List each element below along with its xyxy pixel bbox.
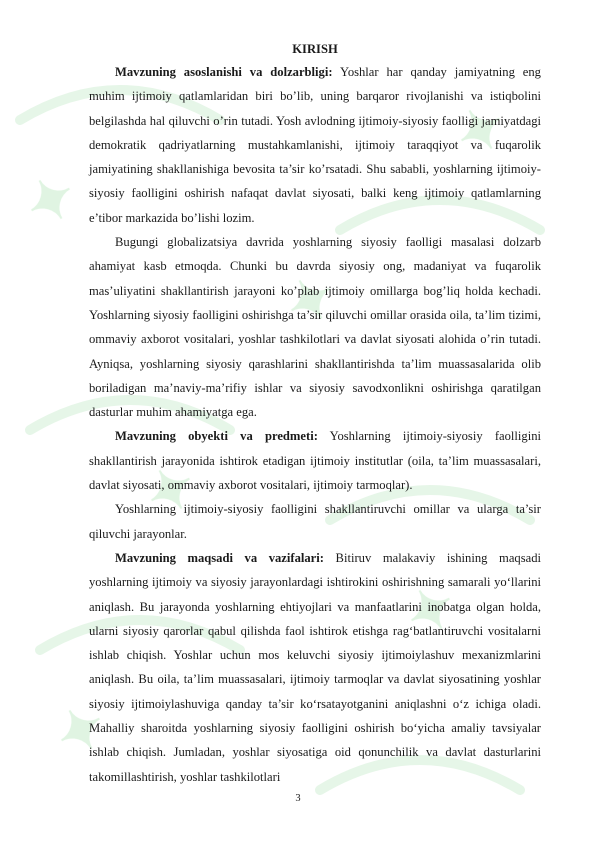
svg-text:✦: ✦	[274, 260, 349, 342]
paragraph-goals-tasks	[89, 546, 541, 789]
paragraph-lead: Mavzuning obyekti va predmeti:	[115, 429, 318, 444]
svg-text:✦: ✦	[444, 90, 519, 172]
paragraph-text: Bitiruv malakaviy ishining maqsadi yoshlarning ijtimoiy va siyosiy jarayonlardagi ishtirokini oshirishning samarali yo‘llarini aniqlash. Bu jarayonda yoshlarning ehtiyojlari va manfaatlarini inobatga olgan holda, ularni siyosiy qarorlar qabul qilishda faol ishtirok etishga rag‘batlantiruvchi vositalarni ishlab chiqish. Yoshlar uchun mos keluvchi siyosiy ijtimoiylashuv mexanizmlarini aniqlash. Bu oila, ta’lim muassasalari, ijtimoiy tarmoqlar va davlat siyosatining yoshlar siyosiy ijtimoiylashuviga qanday ta’sir ko‘rsatayotganini aniqlashni o‘z ichiga oladi. Mahalliy sharoitda yoshlarning siyosiy faolligini oshirish bo‘yicha amaliy tavsiyalar ishlab chiqish. Jumladan, yoshlar siyosatiga oid qonunchilik va davlat dasturlarini takomillashtirish, yoshlar tashkilotlari	[89, 550, 541, 784]
paragraph-text: Yoshlarning ijtimoiy-siyosiy faolligini shakllantirish jarayonida ishtirok etadigan ijtimoiy institutlar (oila, ta’lim muassasalari, davlat siyosati, ommaviy axborot vositalari, ijtimoiy tarmoqlar).	[89, 429, 541, 493]
paragraph-factors	[89, 497, 541, 546]
paragraph-globalization	[89, 230, 541, 424]
svg-text:✦: ✦	[134, 450, 209, 532]
page-number: 3	[295, 793, 301, 804]
document-body	[89, 38, 541, 789]
paragraph-relevance	[89, 60, 541, 230]
svg-text:✦: ✦	[44, 690, 119, 772]
paragraph-text: Bugungi globalizatsiya davrida yoshlarning siyosiy faolligi masalasi dolzarb ahamiyat kasb etmoqda. Chunki bu davrda siyosiy ong, madaniyat va fuqarolik mas’uliyatini shakllantirish jarayoni ko’plab ijtimoiy omillarga bog’liq holda kechadi. Yoshlarning siyosiy faolligini oshirishga ta’sir qiluvchi omillar orasida oila, ta’lim tizimi, ommaviy axborot vositalari, yoshlar tashkilotlari va davlat siyosati alohida o’rin tutadi. Ayniqsa, yoshlarning siyosiy qarashlarini shakllantirishda ta’lim muassasalarida olib boriladigan ma’naviy-ma’rifiy ishlar va siyosiy savodxonlikni oshirishga qaratilgan dasturlar muhim ahamiyatga ega.	[89, 235, 541, 420]
paragraph-lead: Mavzuning maqsadi va vazifalari:	[115, 550, 324, 565]
paragraph-object-subject	[89, 424, 541, 497]
svg-text:✦: ✦	[394, 570, 469, 652]
svg-text:✦: ✦	[14, 160, 89, 242]
section-title: KIRISH	[292, 42, 338, 56]
paragraph-text: Yoshlarning ijtimoiy-siyosiy faolligini shakllantiruvchi omillar va ularga ta’sir qiluvchi jarayonlar.	[89, 502, 541, 541]
paragraph-lead: Mavzuning asoslanishi va dolzarbligi:	[115, 65, 333, 79]
paragraph-text: Yoshlar har qanday jamiyatning eng muhim ijtimoiy qatlamlaridan biri bo’lib, uning barqaror rivojlanishi va istiqbolini belgilashda hal qiluvchi o’rin tutadi. Yosh avlodning ijtimoiy-siyosiy faolligi jamiyatdagi demokratik qadriyatlarning mustahkamlanishi, ijtimoiy taraqqiyot va fuqarolik jamiyatining shakllanishiga bevosita ta’sir ko’rsatadi. Shu sababli, yoshlarning ijtimoiy-siyosiy faolligini oshirish nafaqat davlat siyosati, balki keng ijtimoiy qatlamlarning e’tibor markazida bo’lishi lozim.	[89, 65, 541, 225]
